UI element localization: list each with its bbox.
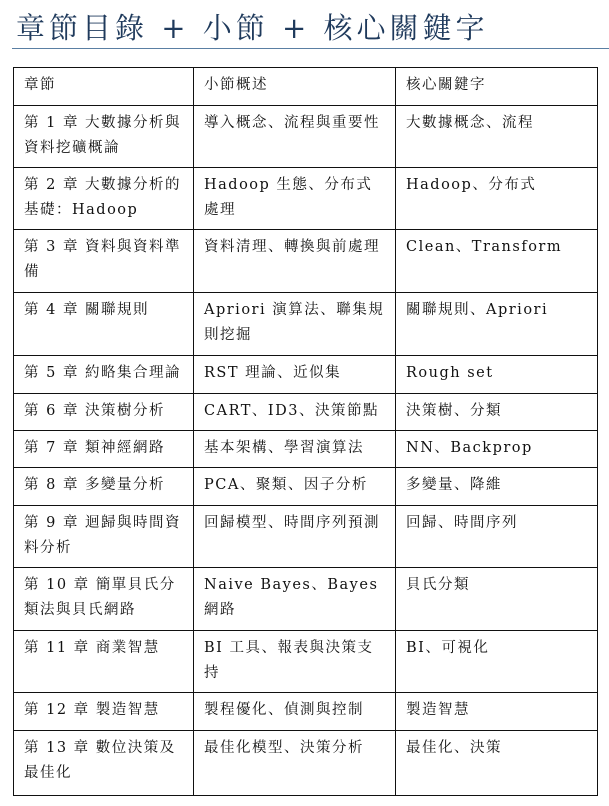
- table-row: [14, 506, 598, 568]
- cell-chapter: 第 4 章 關聯規則: [14, 293, 194, 356]
- cell-summary: RST 理論、近似集: [194, 356, 396, 394]
- cell-keywords: Hadoop、分布式: [396, 168, 598, 230]
- table-row: [14, 356, 598, 394]
- cell-summary: 回歸模型、時間序列預測: [194, 506, 396, 568]
- header-summary: 小節概述: [194, 68, 396, 106]
- cell-chapter: 第 9 章 迴歸與時間資料分析: [14, 506, 194, 568]
- cell-summary: 資料清理、轉換與前處理: [194, 230, 396, 293]
- cell-chapter: 第 1 章 大數據分析與資料挖礦概論: [14, 106, 194, 168]
- cell-summary: 基本架構、學習演算法: [194, 431, 396, 468]
- cell-keywords: 貝氏分類: [396, 568, 598, 631]
- cell-keywords: Clean、Transform: [396, 230, 598, 293]
- cell-chapter: 第 13 章 數位決策及最佳化: [14, 731, 194, 796]
- cell-keywords: 多變量、降維: [396, 468, 598, 506]
- cell-keywords: Rough set: [396, 356, 598, 394]
- cell-summary: PCA、聚類、因子分析: [194, 468, 396, 506]
- cell-keywords: BI、可視化: [396, 631, 598, 693]
- cell-summary: CART、ID3、決策節點: [194, 394, 396, 431]
- cell-keywords: 最佳化、決策: [396, 731, 598, 796]
- cell-summary: 導入概念、流程與重要性: [194, 106, 396, 168]
- cell-chapter: 第 11 章 商業智慧: [14, 631, 194, 693]
- cell-keywords: 大數據概念、流程: [396, 106, 598, 168]
- cell-summary: Apriori 演算法、聯集規則挖掘: [194, 293, 396, 356]
- cell-chapter: 第 8 章 多變量分析: [14, 468, 194, 506]
- cell-keywords: 回歸、時間序列: [396, 506, 598, 568]
- cell-chapter: 第 10 章 簡單貝氏分類法與貝氏網路: [14, 568, 194, 631]
- table-row: [14, 731, 598, 796]
- cell-chapter: 第 7 章 類神經網路: [14, 431, 194, 468]
- cell-summary: Naive Bayes、Bayes 網路: [194, 568, 396, 631]
- table-row: [14, 394, 598, 431]
- table-row: [14, 568, 598, 631]
- cell-keywords: NN、Backprop: [396, 431, 598, 468]
- table-row: [14, 693, 598, 731]
- cell-summary: Hadoop 生態、分布式處理: [194, 168, 396, 230]
- cell-chapter: 第 2 章 大數據分析的基礎：Hadoop: [14, 168, 194, 230]
- cell-keywords: 關聯規則、Apriori: [396, 293, 598, 356]
- table-row: [14, 631, 598, 693]
- table-row: [14, 293, 598, 356]
- page-title: 章節目錄 + 小節 + 核心關鍵字: [16, 11, 489, 45]
- table-row: [14, 431, 598, 468]
- cell-chapter: 第 5 章 約略集合理論: [14, 356, 194, 394]
- cell-summary: BI 工具、報表與決策支持: [194, 631, 396, 693]
- table-row: [14, 230, 598, 293]
- table-row: [14, 106, 598, 168]
- title-divider: [12, 48, 609, 49]
- header-keywords: 核心關鍵字: [396, 68, 598, 106]
- cell-keywords: 決策樹、分類: [396, 394, 598, 431]
- cell-summary: 製程優化、偵測與控制: [194, 693, 396, 731]
- cell-keywords: 製造智慧: [396, 693, 598, 731]
- chapter-table: [13, 67, 598, 796]
- header-chapter: 章節: [14, 68, 194, 106]
- cell-chapter: 第 3 章 資料與資料準備: [14, 230, 194, 293]
- table-row: [14, 168, 598, 230]
- cell-chapter: 第 6 章 決策樹分析: [14, 394, 194, 431]
- cell-summary: 最佳化模型、決策分析: [194, 731, 396, 796]
- table-row: [14, 468, 598, 506]
- cell-chapter: 第 12 章 製造智慧: [14, 693, 194, 731]
- table-header-row: [14, 68, 598, 106]
